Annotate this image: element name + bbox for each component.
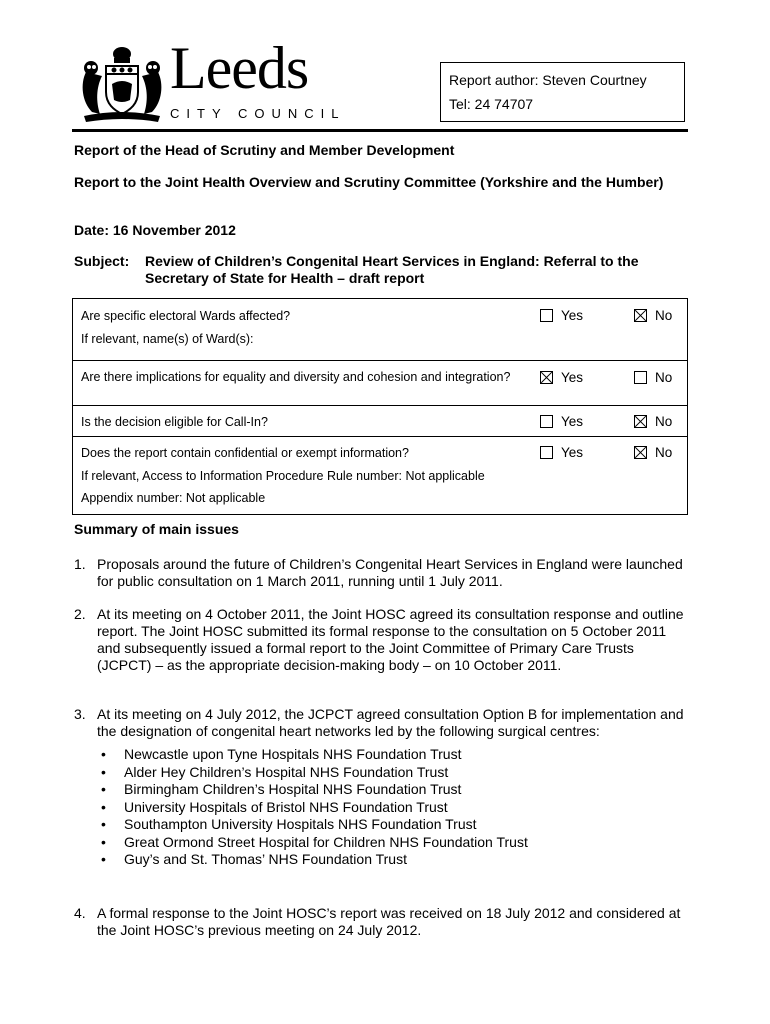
item-number: 2. — [74, 606, 86, 622]
yes-checkbox[interactable] — [540, 414, 583, 429]
list-item: • Birmingham Children’s Hospital NHS Foundation Trust — [74, 781, 688, 799]
author-tel: Tel: 24 74707 — [449, 96, 534, 112]
summary-item — [74, 556, 688, 590]
question-text: Are specific electoral Wards affected? — [81, 309, 291, 323]
checkbox-checked-icon — [540, 371, 553, 384]
item-text: A formal response to the Joint HOSC’s report was received on 18 July 2012 and considered at the Joint HOSC’s previous meeting on 24 July 2012. — [97, 905, 681, 938]
yes-label: Yes — [561, 445, 584, 460]
report-date: Date: 16 November 2012 — [74, 222, 236, 238]
yes-checkbox[interactable] — [540, 370, 583, 385]
no-checkbox[interactable] — [634, 370, 672, 385]
list-item: • Newcastle upon Tyne Hospitals NHS Foundation Trust — [74, 746, 688, 764]
yes-checkbox[interactable] — [540, 445, 583, 460]
subject-text: Review of Children’s Congenital Heart Services in England: Referral to the Secretary of State for Health – draft report — [145, 253, 639, 286]
question-extra: If relevant, name(s) of Ward(s): — [81, 332, 254, 346]
report-to: Report to the Joint Health Overview and Scrutiny Committee (Yorkshire and the Humber) — [74, 174, 664, 190]
checkbox-checked-icon — [634, 309, 647, 322]
checkbox-empty-icon — [540, 415, 553, 428]
item-number: 1. — [74, 556, 86, 572]
report-subject — [74, 253, 690, 287]
author-box — [440, 62, 685, 122]
list-item: • Alder Hey Children’s Hospital NHS Foundation Trust — [74, 764, 688, 782]
question-text: Are there implications for equality and diversity and cohesion and integration? — [81, 370, 511, 384]
item-text: Proposals around the future of Children’s Congenital Heart Services in England were launched for public consultation on 1 March 2011, running until 1 July 2011. — [97, 556, 683, 589]
subject-label: Subject: — [74, 253, 130, 269]
yes-label: Yes — [561, 414, 584, 429]
question-text: Does the report contain confidential or exempt information? — [81, 446, 409, 460]
yes-label: Yes — [561, 370, 584, 385]
list-item: • Southampton University Hospitals NHS Foundation Trust — [74, 816, 688, 834]
yes-label: Yes — [561, 308, 584, 323]
checkbox-empty-icon — [540, 309, 553, 322]
summary-item — [74, 706, 688, 869]
question-extra: Appendix number: Not applicable — [81, 491, 266, 505]
no-label: No — [655, 370, 673, 385]
leeds-city-council-logo — [78, 35, 358, 124]
list-item: • Guy’s and St. Thomas’ NHS Foundation Trust — [74, 851, 688, 869]
no-checkbox[interactable] — [634, 414, 672, 429]
report-info-table — [72, 298, 688, 515]
checkbox-checked-icon — [634, 415, 647, 428]
summary-item — [74, 606, 688, 674]
summary-item — [74, 905, 688, 939]
coat-of-arms-icon — [78, 44, 166, 124]
checkbox-checked-icon — [634, 446, 647, 459]
item-text: At its meeting on 4 October 2011, the Joint HOSC agreed its consultation response and outline report. The Joint HOSC submitted its formal response to the consultation on 5 October 2011 and subsequently issued a formal report to the Joint Committee of Primary Care Trusts (JCPCT) – as the appropriate decision-making body – on 10 October 2011. — [97, 606, 684, 673]
item-number: 3. — [74, 706, 86, 722]
no-checkbox[interactable] — [634, 308, 672, 323]
header-rule — [72, 129, 688, 132]
question-extra: If relevant, Access to Information Procedure Rule number: Not applicable — [81, 469, 485, 483]
checkbox-empty-icon — [634, 371, 647, 384]
report-author: Report author: Steven Courtney — [449, 72, 647, 88]
logo-wordmark: Leeds — [170, 35, 309, 101]
yes-checkbox[interactable] — [540, 308, 583, 323]
checkbox-empty-icon — [540, 446, 553, 459]
item-number: 4. — [74, 905, 86, 921]
report-of: Report of the Head of Scrutiny and Member Development — [74, 142, 455, 158]
no-label: No — [655, 308, 673, 323]
no-label: No — [655, 414, 673, 429]
surgical-centres-list — [74, 746, 688, 869]
no-checkbox[interactable] — [634, 445, 672, 460]
logo-subtitle: CITY COUNCIL — [170, 106, 346, 121]
list-item: • University Hospitals of Bristol NHS Foundation Trust — [74, 799, 688, 817]
list-item: • Great Ormond Street Hospital for Children NHS Foundation Trust — [74, 834, 688, 852]
no-label: No — [655, 445, 673, 460]
question-text: Is the decision eligible for Call-In? — [81, 415, 268, 429]
summary-title: Summary of main issues — [74, 521, 239, 537]
item-text: At its meeting on 4 July 2012, the JCPCT agreed consultation Option B for implementation and the designation of congenital heart networks led by the following surgical centres: — [97, 706, 684, 739]
